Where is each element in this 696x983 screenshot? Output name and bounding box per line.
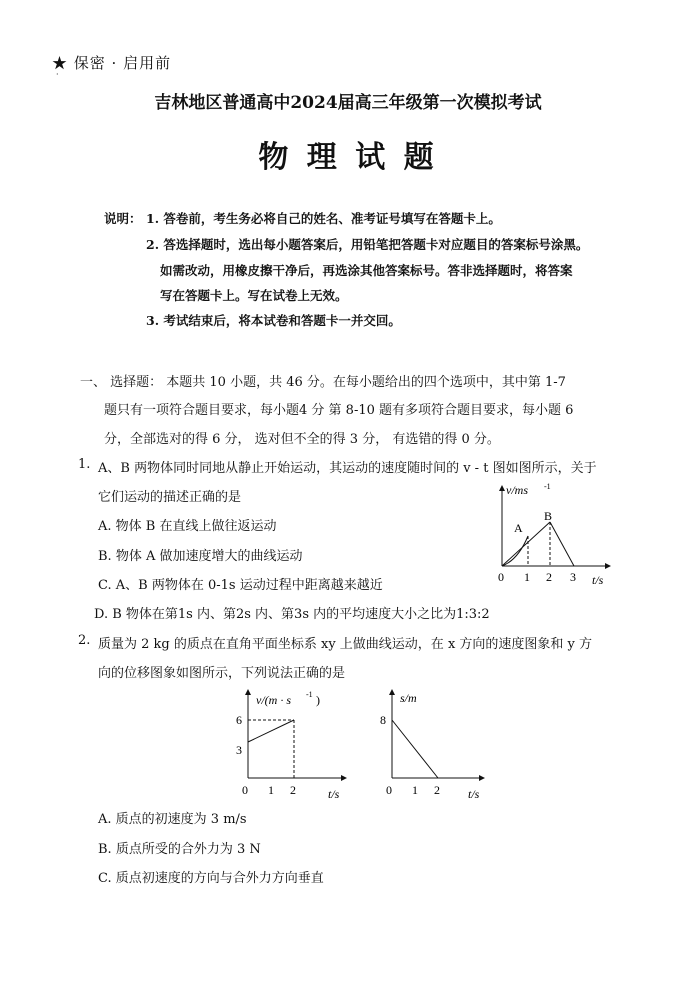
y-axis-exponent: -1 [306,690,313,699]
confidential-mark: ★ 保密 · 启用前 [52,54,172,72]
section-text: 题只有一项符合题目要求，每小题4 分 第 8-10 题有多项符合题目要求，每小题 6 [104,403,574,418]
y-axis-label: v/ms [506,483,528,497]
q2-option-a: A. 质点的初速度为 3 m/s [98,812,247,827]
curve-a [502,536,528,566]
q2-stem: 质量为 2 kg 的质点在直角平面坐标系 xy 上做曲线运动，在 x 方向的速度图象和 y 方 [98,637,593,652]
y-axis-label: s/m [400,691,417,705]
line-b-rise [502,522,550,566]
velocity-line [248,720,294,742]
label-a: A [514,521,523,535]
instructions-label: 说明： [104,211,142,226]
origin-label: 0 [242,783,248,797]
y-tick-label: 8 [380,713,386,727]
x-tick-label: 3 [570,570,576,584]
q1-stem: A、B 两物体同时同地从静止开始运动，其运动的速度随时间的 v - t 图如图所示，关于 [98,461,597,476]
origin-label: 0 [498,570,504,584]
q1-option-a: A. 物体 B 在直线上做往返运动 [98,519,277,534]
q1-number: 1. [78,457,91,472]
label-b: B [544,509,553,523]
y-axis-label: v/(m · s [256,693,291,707]
line-b-fall [550,522,574,566]
x-tick-label: 2 [546,570,552,584]
x-axis-label: t/s [328,787,340,801]
q1-stem: 它们运动的描述正确的是 [98,490,242,505]
displacement-line [392,720,438,778]
instruction-item: 3. 考试结束后，将本试卷和答题卡一并交回。 [146,313,401,328]
section-text: 分，全部选对的得 6 分， 选对但不全的得 3 分， 有选错的得 0 分。 [104,432,500,447]
q2-s-graph [372,684,496,802]
x-tick-label: 2 [290,783,296,797]
instruction-item: 写在答题卡上。写在试卷上无效。 [160,288,348,303]
section-heading: 一、 选择题： 本题共 10 小题，共 46 分。在每小题给出的四个选项中，其中第 1-7 [80,375,566,390]
x-axis-label: t/s [592,573,604,587]
q2-number: 2. [78,633,91,648]
instruction-item: 如需改动，用橡皮擦干净后，再选涂其他答案标号。答非选择题时，将答案 [160,263,573,278]
exam-title: 吉林地区普通高中2024届高三年级第一次模拟考试 [154,93,542,113]
q2-stem: 向的位移图象如图所示，下列说法正确的是 [98,666,346,681]
x-tick-label: 2 [434,783,440,797]
q1-option-c: C. A、B 两物体在 0-1s 运动过程中距离越来越近 [98,578,383,593]
instruction-item: 1. 答卷前，考生务必将自己的姓名、准考证号填写在答题卡上。 [146,211,501,226]
x-axis-label: t/s [468,787,480,801]
x-tick-label: 1 [268,783,274,797]
q2-option-b: B. 质点所受的合外力为 3 N [98,842,261,857]
q2-v-graph [228,684,358,802]
q1-option-b: B. 物体 A 做加速度增大的曲线运动 [98,549,303,564]
x-tick-label: 1 [524,570,530,584]
y-tick-label: 6 [236,713,242,727]
q2-option-c: C. 质点初速度的方向与合外力方向垂直 [98,871,324,886]
instruction-item: 2. 答选择题时，选出每小题答案后，用铅笔把答题卡对应题目的答案标号涂黑。 [146,237,589,252]
y-axis-close: ) [316,693,320,707]
origin-label: 0 [386,783,392,797]
decorative-dot: · [56,70,59,79]
y-axis-exponent: -1 [544,482,551,491]
q1-option-d: D. B 物体在第1s 内、第2s 内、第3s 内的平均速度大小之比为1:3:2 [94,607,490,622]
subject-title: 物 理 试 题 [258,140,438,175]
y-tick-label: 3 [236,743,242,757]
q1-vt-graph [488,480,618,592]
x-tick-label: 1 [412,783,418,797]
